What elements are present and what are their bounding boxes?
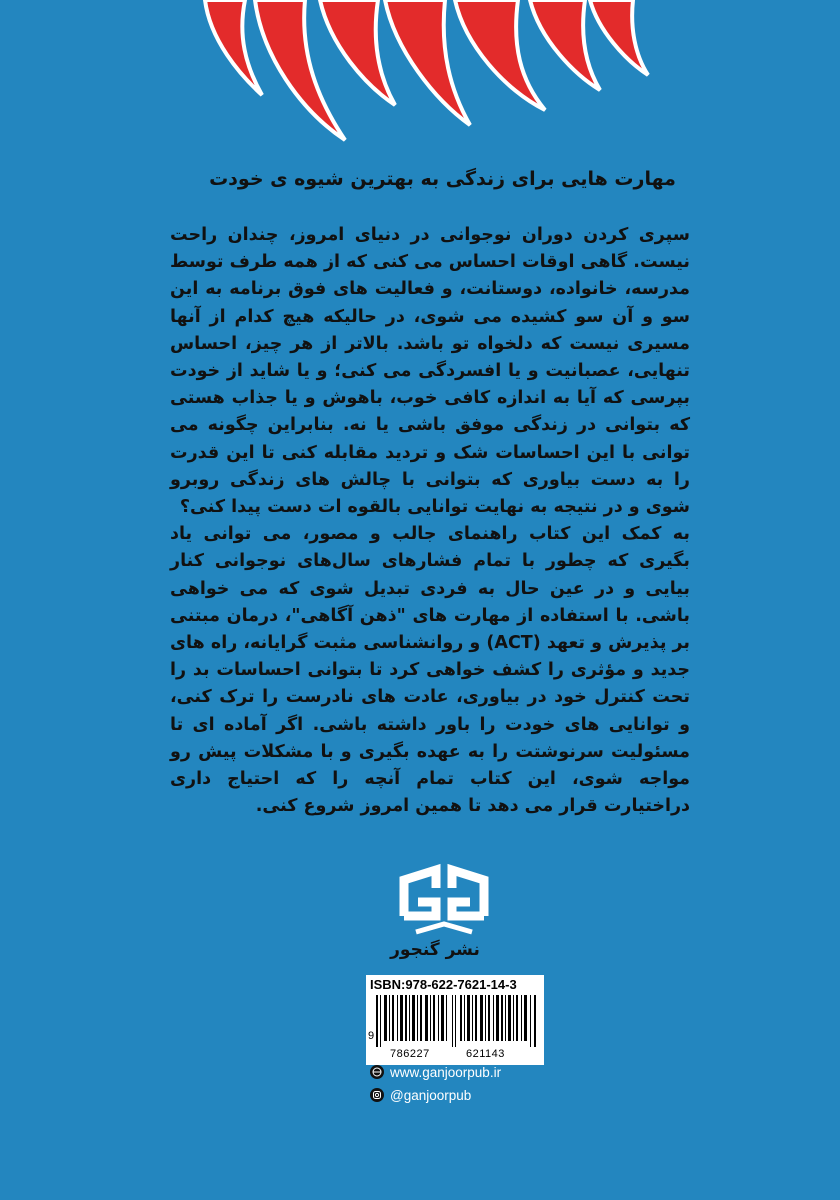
website-url[interactable]: www.ganjoorpub.ir [390, 1064, 502, 1080]
instagram-line[interactable] [370, 1086, 471, 1104]
barcode [376, 995, 538, 1047]
cover-headline: مهارت هایی برای زندگی به بهترین شیوه ی خودت [209, 168, 676, 190]
publisher-name: نشر گنجور [390, 940, 480, 960]
blurb-paragraph: سپری کردن دوران نوجوانی در دنیای امروز، چندان راحت نیست. گاهی اوقات احساس می کنی که از همه طرف توسط مدرسه، خانواده، دوستانت، و فعالیت های فوق برنامه به این سو و آن سو کشیده می شوی، در حالیکه هیچ کدام از آنها مسیری نیست که دلخواه تو باشد. بالاتر از هر چیز، احساس تنهایی، عصبانیت و یا افسردگی می کنی؛ و یا شاید از خودت بپرسی که آیا به اندازه کافی خوب، باهوش و یا جذاب هستی که بتوانی در زندگی موفق باشی یا نه. بنابراین چگونه می توانی با این احساسات شک و تردید مقابله کنی تا این قدرت را به دست بیاوری که بتوانی با چالش های زندگی روبرو شوی و در نتیجه به نهایت توانایی بالقوه ات دست پیدا کنی؟ [170, 225, 690, 518]
blurb-text [170, 222, 690, 820]
isbn-barcode-box [366, 975, 544, 1065]
globe-icon [370, 1065, 384, 1079]
blurb-paragraph: به کمک این کتاب راهنمای جالب و مصور، می توانی یاد بگیری که چطور با تمام فشارهای سال‌های نوجوانی کنار بیایی و در عین حال به فردی تبدیل شوی که می خواهی باشی. با استفاده از مهارت های "ذهن آگاهی"، درمان مبتنی بر پذیرش و تعهد (ACT) و روانشناسی مثبت گرایانه، راه های جدید و مؤثری را کشف خواهی کرد تا بتوانی احساسات بد را تحت کنترل خود در بیاوری، عادت های نادرست را ترک کنی، و توانایی های خودت را باور داشته باشی. اگر آماده ای تا مسئولیت سرنوشتت را به عهده بگیری و با مشکلات پیش رو مواجه شوی، این کتاب تمام آنچه را که احتیاج داری دراختیارت قرار می دهد تا همین امروز شروع کنی. [170, 524, 690, 817]
website-line[interactable] [370, 1063, 501, 1081]
barcode-digit-first: 9 [368, 1030, 375, 1042]
barcode-digits-group2: 621143 [466, 1048, 505, 1060]
barcode-digits-group1: 786227 [390, 1048, 430, 1060]
instagram-handle[interactable]: @ganjoorpub [390, 1087, 472, 1103]
isbn-label: ISBN:978-622-7621-14-3 [370, 977, 517, 992]
cover-artwork [0, 0, 840, 150]
instagram-icon [370, 1088, 384, 1102]
